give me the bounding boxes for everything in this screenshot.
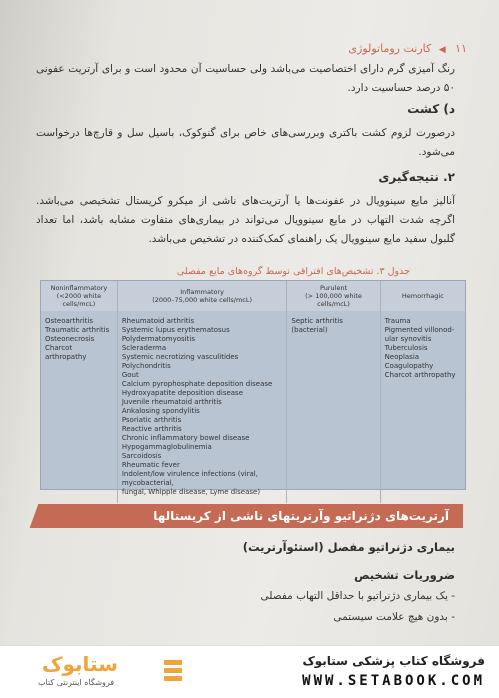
table-cell-item: Osteoarthritis — [45, 317, 93, 325]
col-header-noninflammatory — [41, 281, 117, 311]
subheading-osteoarthritis: بیماری دژنراتیو مفصل (استئوآرتریت) — [242, 540, 455, 554]
table-cell-item: Systemic necrotizing vasculitides — [121, 353, 239, 361]
table-cell-item: Indolent/low virulence infections (viral, mycobacterial, — [121, 470, 258, 487]
setabook-logo — [12, 652, 188, 692]
table-cell-item: Psoriatic arthritis — [121, 416, 182, 424]
table-cell-item: Rheumatoid arthritis — [121, 317, 195, 325]
list-item-1: - یک بیماری دژنراتیو با حداقل التهاب مفصلی — [260, 590, 455, 602]
differential-table — [40, 280, 466, 496]
section-d-heading: د) کشت — [407, 102, 455, 116]
table-cell-item: Trauma — [384, 317, 411, 325]
col-header-purulent — [287, 281, 380, 311]
table-cell-item: Juvenile rheumatoid arthritis — [121, 398, 222, 406]
chapter-title: کارنت روماتولوژی — [348, 42, 432, 55]
col-title: Inflammatory — [180, 288, 225, 296]
col-header-hemorrhagic — [380, 281, 465, 311]
table-caption: جدول ۳. تشخیص‌های افتراقی توسط گروه‌های مایع مفصلی — [176, 266, 410, 277]
table-cell-item: Sarcoidosis — [121, 452, 162, 460]
page-header — [24, 42, 467, 60]
list-item-2: - بدون هیچ علامت سیستمی — [333, 611, 455, 623]
col-title: Noninflammatory — [50, 284, 108, 292]
store-name: فروشگاه کتاب پزشکی ستابوک — [302, 654, 485, 668]
table-cell-item: Coagulopathy — [384, 362, 434, 370]
table-cell-item: Septic arthritis (bacterial) — [291, 317, 343, 334]
table-cell-item: Traumatic arthritis — [45, 326, 110, 334]
store-url[interactable]: WWW.SETABOOK.COM — [302, 673, 485, 689]
cell-purulent — [287, 311, 380, 503]
table-cell-item: Hydroxyapatite deposition disease — [121, 389, 244, 397]
table-cell-item: Rheumatic fever — [121, 461, 180, 469]
header-arrow-icon: ◀ — [438, 45, 446, 55]
table-cell-item: fungal, Whipple disease, Lyme disease) — [121, 488, 261, 496]
table-cell-item: ular synovitis — [384, 335, 432, 343]
table-cell-item: Systemic lupus erythematosus — [121, 326, 230, 334]
table-cell-item: Chronic inflammatory bowel disease — [121, 434, 250, 442]
table-cell-item: Neoplasia — [384, 353, 420, 361]
table-cell-item: Polydermatomyositis — [121, 335, 195, 343]
cell-noninflammatory — [41, 311, 117, 503]
table-cell-item: Osteonecrosis — [45, 335, 95, 343]
section-2-text: آنالیز مایع سینوویال در عفونت‌ها یا آرتریت‌های ناشی از میکرو کریستال تشخیصی می‌باشد. اگرچه شدت التهاب در مایع سینوویال می‌تواند در بیماری‌های متفاوت مشابه باشد، اما تعداد گلبول سفید مایع سینوویال یک راهنمای کمک‌کننده در تشخیص می‌باشد. — [36, 195, 455, 245]
page-number: ۱۱ — [455, 42, 467, 55]
logo-subtitle: فروشگاه اینترنتی کتاب — [38, 678, 115, 687]
section-2-heading: ۲. نتیجه‌گیری — [378, 170, 455, 184]
intro-paragraph: رنگ آمیزی گرم دارای اختصاصیت می‌باشد ولی حساسیت آن محدود است و برای آرتریت عفونی ۵۰ درصد حساسیت دارد. — [36, 63, 455, 94]
col-sub: (2000–75,000 white cells/mcL) — [152, 296, 253, 304]
cell-hemorrhagic — [380, 311, 465, 503]
table-cell-item: Tuberculosis — [384, 344, 428, 352]
table-cell-item: Scleraderma — [121, 344, 167, 352]
subheading-essentials: ضروریات تشخیص — [354, 568, 455, 582]
table-cell-item: Calcium pyrophosphate deposition disease — [121, 380, 273, 388]
table-cell-item: Polychondritis — [121, 362, 171, 370]
col-title: Purulent — [319, 284, 348, 292]
book-stack-icon — [162, 656, 184, 686]
table-cell-item: Reactive arthritis — [121, 425, 182, 433]
table-cell-item: Charcot arthropathy — [384, 371, 456, 379]
table-cell-item: Ankalosing spondylitis — [121, 407, 200, 415]
store-footer — [0, 645, 499, 698]
col-title: Hemorrhagic — [401, 292, 444, 300]
col-sub: (> 100,000 white cells/mcL) — [305, 292, 362, 308]
table-cell-item: Gout — [121, 371, 139, 379]
col-sub: (<2000 white cells/mcL) — [56, 292, 102, 308]
section-banner: آرتریت‌های دژنراتیو وآرتریتهای ناشی از کریستالها — [40, 504, 463, 528]
logo-text: ستابوک — [42, 652, 118, 676]
table-cell-item: Charcot arthropathy — [45, 344, 87, 361]
cell-inflammatory — [117, 311, 287, 503]
section-d-text: درصورت لزوم کشت باکتری وبررسی‌های خاص برای گنوکوک، باسیل سل و قارچ‌ها درخواست می‌شود. — [36, 127, 455, 158]
col-header-inflammatory — [117, 281, 287, 311]
table-cell-item: Pigmented villonod- — [384, 326, 455, 334]
table-cell-item: Hypogammaglobulinemia — [121, 443, 212, 451]
